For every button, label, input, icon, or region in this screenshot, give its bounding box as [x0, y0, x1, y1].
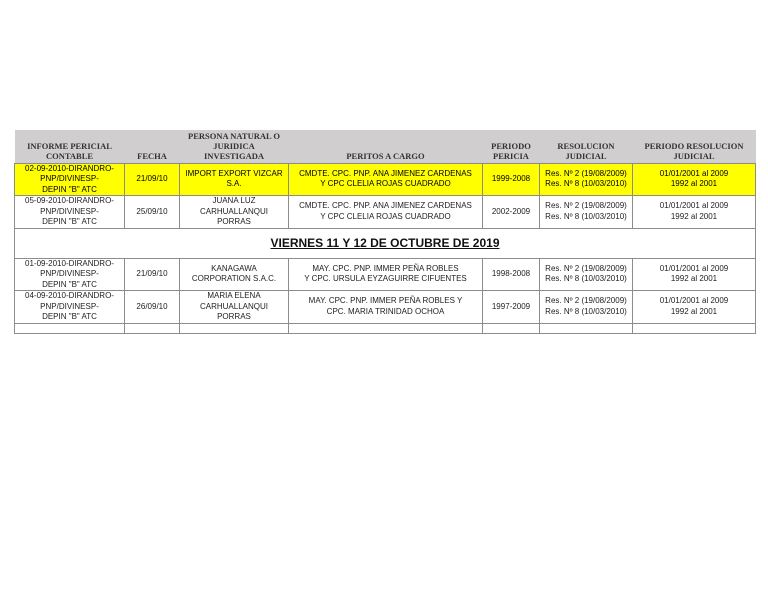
cell-text: 1997-2009: [491, 301, 531, 311]
header-text: PERITOS A CARGO: [346, 150, 425, 161]
empty-cell: [15, 323, 125, 333]
cell-text: MAY. CPC. PNP. IMMER PEÑA ROBLES: [312, 263, 459, 273]
cell-text: 01/01/2001 al 2009: [659, 296, 729, 306]
fecha-cell: [125, 163, 180, 196]
cell-text: 21/09/10: [136, 269, 168, 278]
cell-text: DEPIN "B" ATC: [42, 184, 97, 194]
cell-text: PORRAS: [217, 312, 251, 321]
empty-cell: [125, 323, 180, 333]
pericias-table: [14, 130, 756, 334]
cell-text: 04-09-2010-DIRANDRO-: [25, 291, 114, 300]
cell-text: CORPORATION S.A.C.: [191, 274, 277, 284]
table-row: [15, 258, 756, 291]
empty-cell: [289, 323, 483, 333]
cell-text: 1999-2008: [491, 174, 531, 183]
fecha-cell: [125, 291, 180, 324]
table-row: [15, 196, 756, 229]
cell-text: S.A.: [226, 179, 242, 189]
cell-text: MARIA ELENA: [207, 291, 261, 300]
cell-text: CARHUALLANQUI: [199, 301, 268, 311]
header-text: CONTABLE: [45, 150, 94, 161]
resolucion-header: [540, 130, 633, 163]
periodo-cell: [483, 291, 540, 324]
cell-text: Y CPC. URSULA EYZAGUIRRE CIFUENTES: [304, 274, 467, 284]
informe-cell: [15, 291, 125, 324]
empty-cell: [633, 323, 756, 333]
cell-text: Y CPC CLELIA ROJAS CUADRADO: [320, 211, 451, 221]
cell-text: 21/09/10: [136, 174, 168, 183]
periodo-resolucion-header: [633, 130, 756, 163]
cell-text: 01-09-2010-DIRANDRO-: [25, 258, 114, 268]
cell-text: DEPIN "B" ATC: [42, 279, 97, 289]
cell-text: 1992 al 2001: [670, 274, 718, 284]
cell-text: DEPIN "B" ATC: [42, 217, 97, 226]
peritos-cell: [289, 196, 483, 229]
peritos-cell: [289, 258, 483, 291]
cell-text: KANAGAWA: [211, 263, 257, 273]
informe-cell: [15, 163, 125, 196]
periodo-cell: [483, 258, 540, 291]
table-row: [15, 291, 756, 324]
table-body: [15, 163, 756, 333]
periodo-resolucion-cell: [633, 163, 756, 196]
persona-cell: [180, 163, 289, 196]
cell-text: CMDTE. CPC. PNP. ANA JIMENEZ CARDENAS: [299, 201, 472, 211]
cell-text: 2002-2009: [491, 206, 531, 216]
resolucion-cell: [540, 291, 633, 324]
periodo-resolucion-cell: [633, 258, 756, 291]
cell-text: DEPIN "B" ATC: [42, 312, 97, 321]
cell-text: CMDTE. CPC. PNP. ANA JIMENEZ CARDENAS: [299, 168, 472, 178]
header-text: FECHA: [137, 150, 167, 161]
cell-text: PNP/DIVINESP-: [40, 301, 99, 311]
date-banner-row: [15, 228, 756, 258]
header-text: INFORME PERICIAL: [27, 140, 112, 151]
cell-text: CPC. MARIA TRINIDAD OCHOA: [326, 306, 445, 316]
table-row: [15, 163, 756, 196]
cell-text: JUANA LUZ: [212, 196, 256, 205]
header-text: JUDICIAL: [673, 150, 715, 161]
cell-text: Res. Nº 2 (19/08/2009): [545, 168, 627, 178]
header-text: PERIODO RESOLUCION: [644, 140, 744, 151]
empty-cell: [483, 323, 540, 333]
persona-cell: [180, 258, 289, 291]
cell-text: 1998-2008: [491, 269, 531, 278]
empty-row: [15, 323, 756, 333]
peritos-header: [289, 130, 483, 163]
informe-cell: [15, 196, 125, 229]
cell-text: Res. Nº 2 (19/08/2009): [545, 296, 627, 306]
resolucion-cell: [540, 163, 633, 196]
cell-text: PORRAS: [217, 217, 251, 226]
informe-cell: [15, 258, 125, 291]
cell-text: Y CPC CLELIA ROJAS CUADRADO: [320, 179, 451, 189]
header-text: JURIDICA: [213, 140, 255, 151]
cell-text: 02-09-2010-DIRANDRO-: [25, 163, 114, 173]
periodo-header: [483, 130, 540, 163]
cell-text: 25/09/10: [136, 206, 168, 216]
header-text: RESOLUCION: [557, 140, 615, 151]
cell-text: 01/01/2001 al 2009: [659, 263, 729, 273]
persona-cell: [180, 196, 289, 229]
cell-text: 1992 al 2001: [670, 306, 718, 316]
cell-text: PNP/DIVINESP-: [40, 269, 99, 278]
periodo-resolucion-cell: [633, 291, 756, 324]
periodo-cell: [483, 196, 540, 229]
cell-text: PNP/DIVINESP-: [40, 174, 99, 183]
cell-text: 01/01/2001 al 2009: [659, 168, 729, 178]
cell-text: IMPORT EXPORT VIZCAR: [185, 168, 283, 178]
cell-text: Res. Nº 8 (10/03/2010): [545, 211, 627, 221]
fecha-cell: [125, 196, 180, 229]
persona-header: [180, 130, 289, 163]
date-banner: VIERNES 11 Y 12 DE OCTUBRE DE 2019: [15, 228, 756, 258]
header-text: INVESTIGADA: [204, 150, 264, 161]
cell-text: Res. Nº 8 (10/03/2010): [545, 274, 627, 284]
cell-text: 01/01/2001 al 2009: [659, 201, 729, 211]
periodo-cell: [483, 163, 540, 196]
cell-text: 1992 al 2001: [670, 179, 718, 189]
cell-text: MAY. CPC. PNP. IMMER PEÑA ROBLES Y: [308, 296, 463, 306]
cell-text: Res. Nº 8 (10/03/2010): [545, 306, 627, 316]
peritos-cell: [289, 291, 483, 324]
resolucion-cell: [540, 196, 633, 229]
fecha-cell: [125, 258, 180, 291]
cell-text: CARHUALLANQUI: [199, 206, 268, 216]
fecha-header: [125, 130, 180, 163]
cell-text: 26/09/10: [136, 301, 168, 311]
cell-text: Res. Nº 2 (19/08/2009): [545, 263, 627, 273]
cell-text: PNP/DIVINESP-: [40, 206, 99, 216]
empty-cell: [180, 323, 289, 333]
cell-text: Res. Nº 2 (19/08/2009): [545, 201, 627, 211]
table-header-row: [15, 130, 756, 163]
header-text: PERIODO: [491, 140, 531, 151]
cell-text: 1992 al 2001: [670, 211, 718, 221]
resolucion-cell: [540, 258, 633, 291]
header-text: JUDICIAL: [565, 150, 607, 161]
persona-cell: [180, 291, 289, 324]
peritos-cell: [289, 163, 483, 196]
header-text: PERICIA: [493, 150, 529, 161]
empty-cell: [540, 323, 633, 333]
informe-header: [15, 130, 125, 163]
cell-text: Res. Nº 8 (10/03/2010): [545, 179, 627, 189]
periodo-resolucion-cell: [633, 196, 756, 229]
header-text: PERSONA NATURAL O: [188, 130, 280, 141]
cell-text: 05-09-2010-DIRANDRO-: [25, 196, 114, 205]
